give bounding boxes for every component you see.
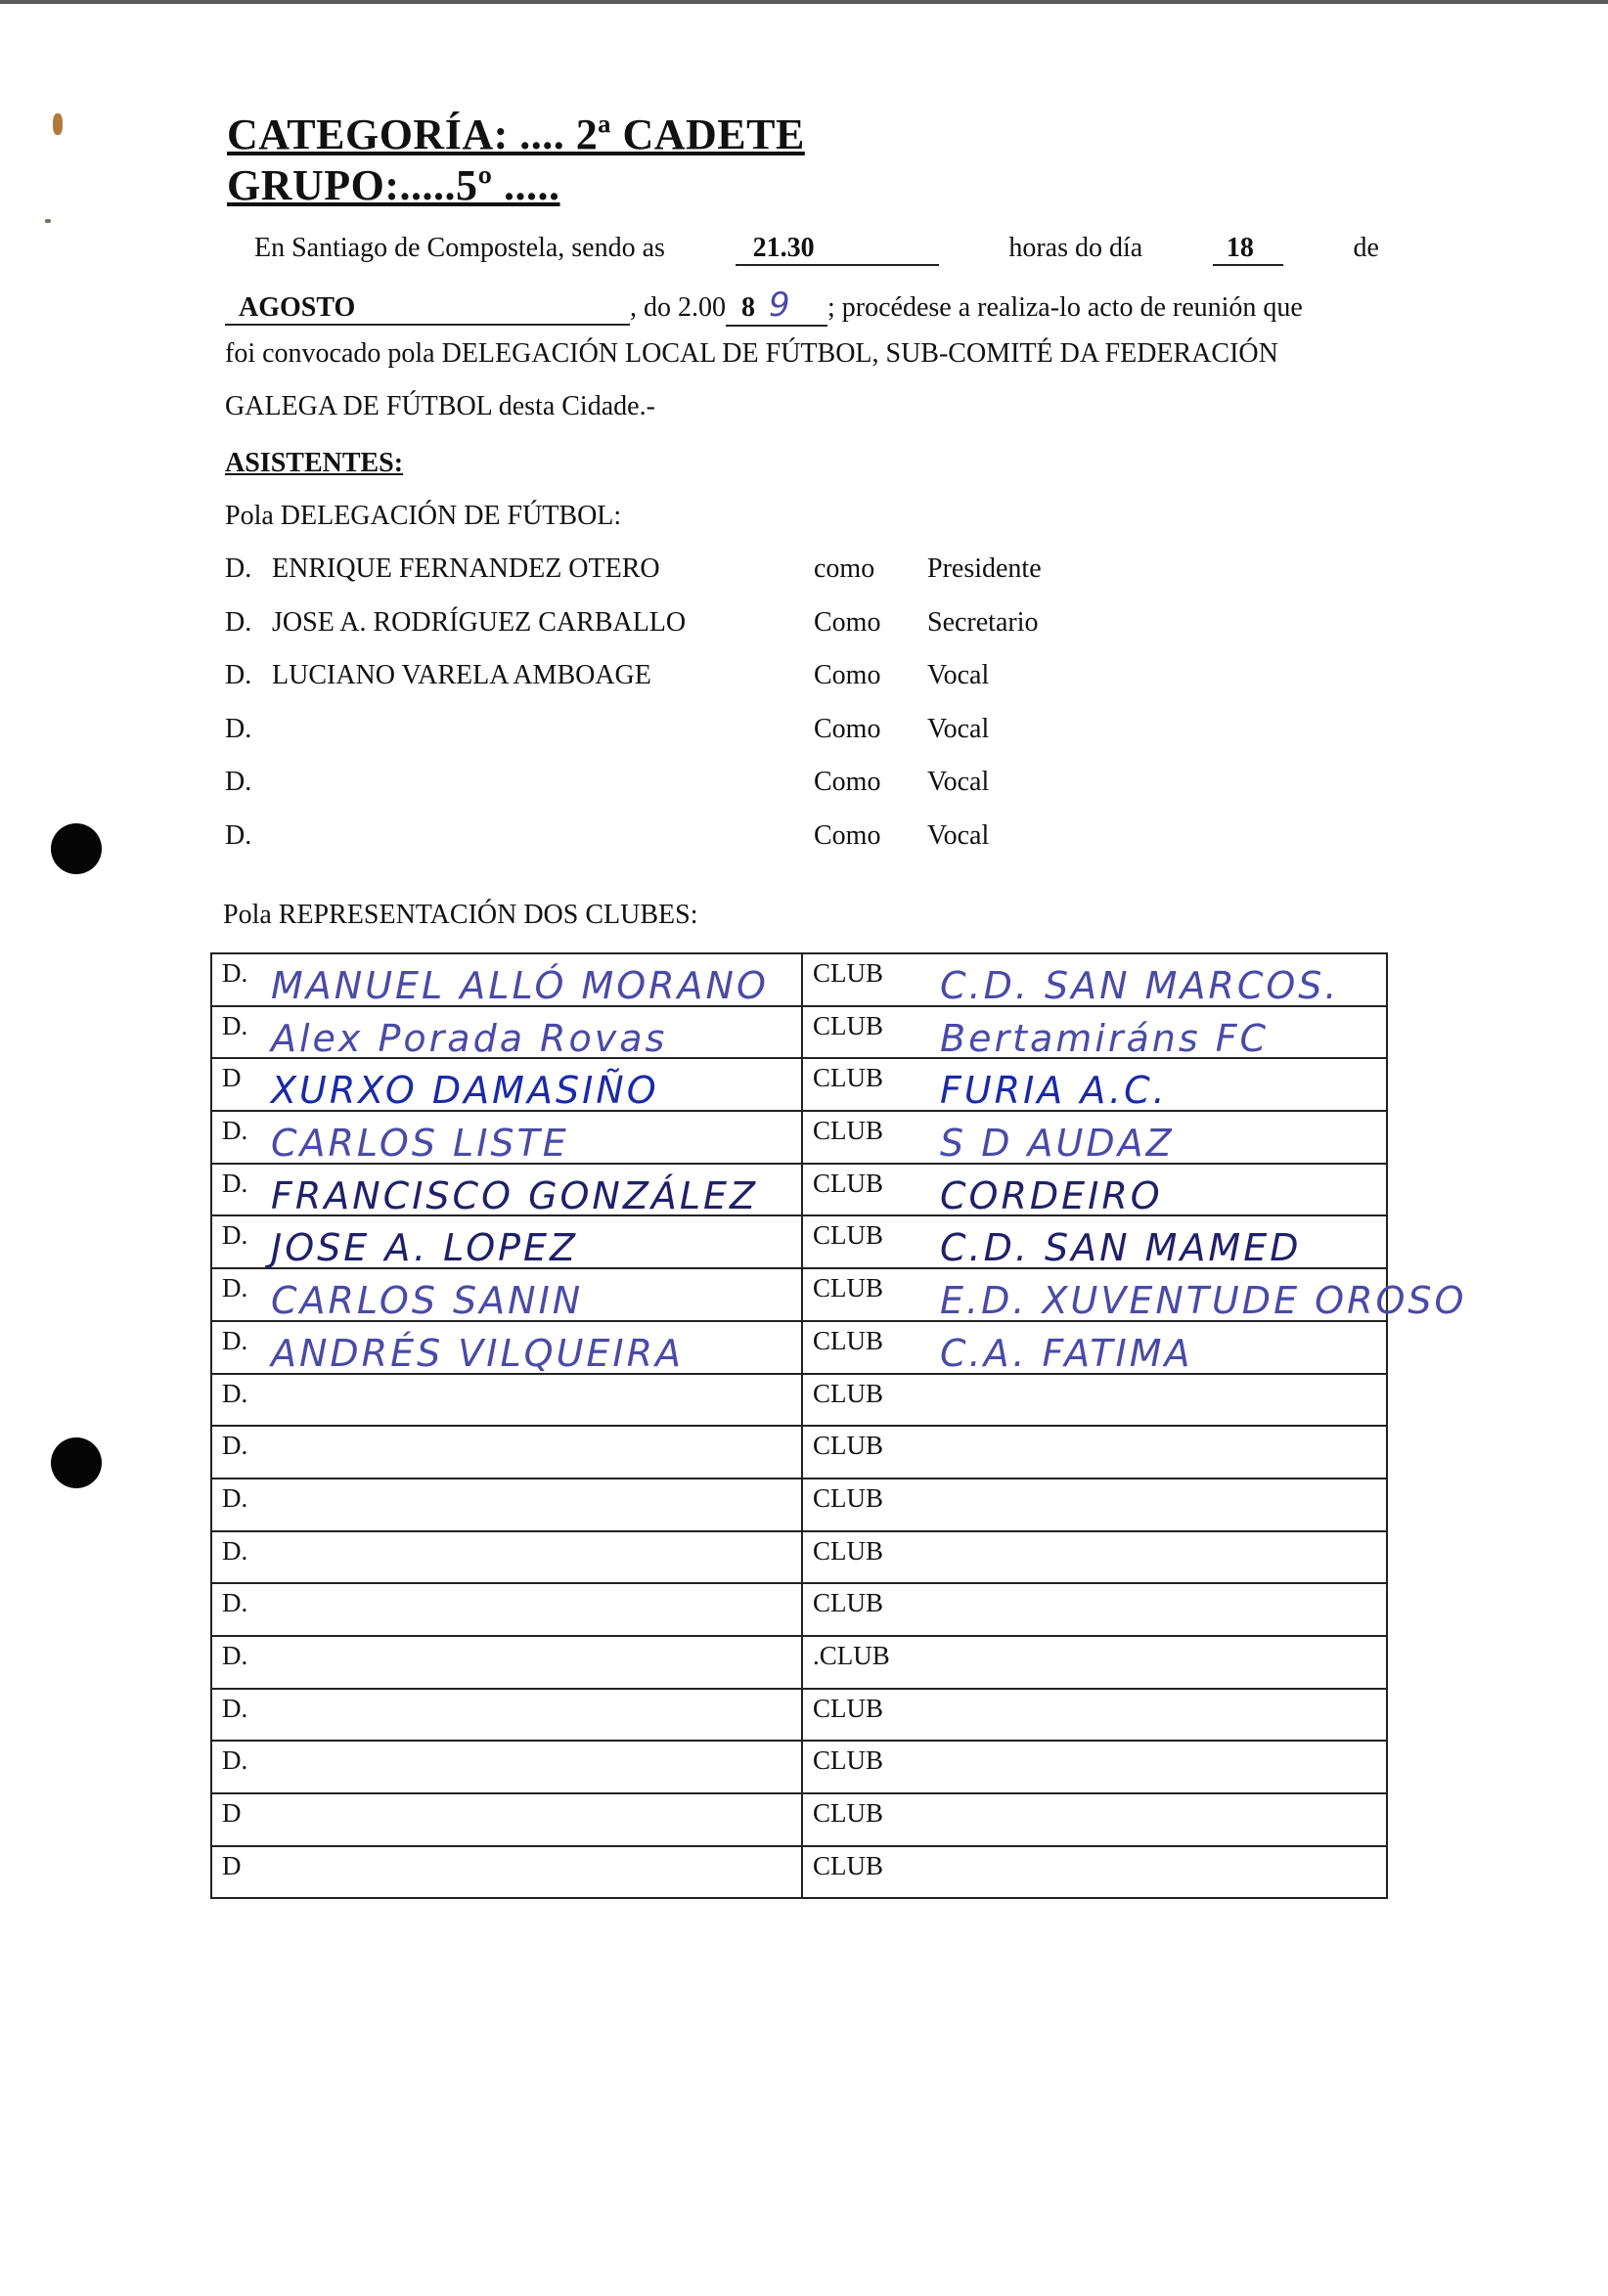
prefix-label: D. [222, 1482, 248, 1513]
club-name-handwritten: E.D. XUVENTUDE OROSO [940, 1279, 1467, 1323]
table-row [211, 1426, 1387, 1479]
table-row [211, 1374, 1387, 1427]
club-label: CLUB [813, 1273, 884, 1303]
paper-mark [53, 113, 63, 135]
club-cell [802, 1058, 1387, 1111]
prefix-label: D. [222, 1116, 248, 1146]
group-heading: GRUPO:.....5º ..... [227, 161, 560, 209]
person-cell [211, 1793, 802, 1846]
member-role: Presidente [927, 553, 1042, 584]
table-row [211, 953, 1387, 1006]
member-prefix: D. [225, 713, 252, 744]
intro-line-1 [254, 233, 1379, 266]
prefix-label: D. [222, 1325, 248, 1355]
club-cell [802, 1583, 1387, 1636]
member-role: Vocal [927, 713, 990, 744]
person-cell [211, 953, 802, 1006]
prefix-label: D [222, 1798, 242, 1828]
representative-signature: ANDRÉS VILQUEIRA [271, 1331, 685, 1375]
club-name-handwritten: FURIA A.C. [940, 1069, 1168, 1113]
person-cell [211, 1006, 802, 1059]
member-como: Como [814, 660, 881, 691]
member-como: Como [814, 820, 881, 851]
table-row [211, 1164, 1387, 1216]
asistentes-title: ASISTENTES: [225, 448, 404, 478]
club-label: CLUB [813, 1063, 884, 1093]
club-label: CLUB [813, 958, 884, 988]
table-row [211, 1689, 1387, 1742]
member-como: Como [814, 713, 881, 744]
delegacion-label: Pola DELEGACIÓN DE FÚTBOL: [225, 501, 622, 531]
table-row [211, 1006, 1387, 1059]
month-field: AGOSTO [225, 292, 630, 326]
person-cell [211, 1636, 802, 1689]
person-cell [211, 1479, 802, 1531]
member-name: ENRIQUE FERNANDEZ OTERO [272, 553, 660, 584]
member-como: Como [814, 767, 881, 798]
prefix-label: D. [222, 1535, 248, 1566]
person-cell [211, 1215, 802, 1268]
category-heading: CATEGORÍA: .... 2ª CADETE [227, 110, 805, 158]
person-cell [211, 1268, 802, 1321]
club-name-handwritten: CORDEIRO [940, 1173, 1163, 1217]
club-label: CLUB [813, 1325, 884, 1355]
club-name-handwritten: C.D. SAN MARCOS. [940, 964, 1340, 1007]
club-cell [802, 1636, 1387, 1689]
person-cell [211, 1741, 802, 1793]
club-label: CLUB [813, 1431, 884, 1461]
prefix-label: D. [222, 1640, 248, 1670]
prefix-label: D. [222, 1168, 248, 1198]
club-label: CLUB [813, 1745, 884, 1776]
year-field [726, 286, 827, 327]
table-row [211, 1111, 1387, 1164]
club-cell [802, 953, 1387, 1006]
year-handwritten-digit: 9 [769, 286, 790, 325]
club-label: CLUB [813, 1850, 884, 1880]
club-label: CLUB [813, 1693, 884, 1723]
table-row [211, 1058, 1387, 1111]
prefix-label: D [222, 1850, 242, 1880]
club-cell [802, 1374, 1387, 1427]
person-cell [211, 1374, 802, 1427]
prefix-label: D [222, 1063, 242, 1093]
person-cell [211, 1846, 802, 1899]
club-label: CLUB [813, 1535, 884, 1566]
intro-line-2 [225, 286, 1303, 327]
club-label: CLUB [813, 1378, 884, 1408]
prefix-label: D. [222, 1745, 248, 1776]
club-name-handwritten: C.D. SAN MAMED [940, 1226, 1302, 1270]
member-name: JOSE A. RODRÍGUEZ CARBALLO [272, 606, 687, 638]
member-role: Vocal [927, 820, 990, 851]
person-cell [211, 1531, 802, 1584]
club-name-handwritten: C.A. FATIMA [940, 1331, 1193, 1375]
club-cell [802, 1321, 1387, 1374]
person-cell [211, 1058, 802, 1111]
intro-text: En Santiago de Compostela, sendo as [254, 233, 665, 263]
club-name-handwritten: Bertamiráns FC [940, 1016, 1270, 1060]
representative-signature: Alex Porada Rovas [271, 1016, 668, 1060]
club-label: CLUB [813, 1798, 884, 1828]
club-label: .CLUB [813, 1640, 890, 1670]
intro-line-3: foi convocado pola DELEGACIÓN LOCAL DE FÚTBOL, SUB-COMITÉ DA FEDERACIÓN [225, 338, 1278, 369]
club-cell [802, 1006, 1387, 1059]
member-role: Vocal [927, 660, 990, 691]
club-label: CLUB [813, 1010, 884, 1040]
prefix-label: D. [222, 1220, 248, 1251]
day-field: 18 [1213, 233, 1283, 266]
table-row [211, 1846, 1387, 1899]
person-cell [211, 1689, 802, 1742]
prefix-label: D. [222, 958, 248, 988]
club-label: CLUB [813, 1220, 884, 1251]
club-label: CLUB [813, 1116, 884, 1146]
member-como: como [814, 553, 875, 584]
table-row [211, 1268, 1387, 1321]
club-cell [802, 1215, 1387, 1268]
prefix-label: D. [222, 1588, 248, 1618]
intro-text: ; procédese a realiza-lo acto de reunión que [827, 292, 1303, 323]
table-row [211, 1583, 1387, 1636]
member-como: Como [814, 606, 881, 638]
person-cell [211, 1426, 802, 1479]
representative-signature: FRANCISCO GONZÁLEZ [271, 1173, 759, 1217]
club-cell [802, 1426, 1387, 1479]
person-cell [211, 1164, 802, 1216]
table-row [211, 1531, 1387, 1584]
representative-signature: XURXO DAMASIÑO [271, 1069, 659, 1113]
table-row [211, 1321, 1387, 1374]
club-name-handwritten: S D AUDAZ [940, 1122, 1175, 1166]
year-printed-digit: 8 [741, 292, 755, 323]
table-row [211, 1215, 1387, 1268]
person-cell [211, 1583, 802, 1636]
representative-signature: JOSE A. LOPEZ [271, 1226, 579, 1270]
club-label: CLUB [813, 1482, 884, 1513]
member-prefix: D. [225, 767, 252, 798]
club-label: CLUB [813, 1168, 884, 1198]
intro-text: , do 2.00 [630, 292, 726, 323]
club-label: CLUB [813, 1588, 884, 1618]
punch-hole-top [51, 823, 102, 874]
club-cell [802, 1111, 1387, 1164]
clubes-label: Pola REPRESENTACIÓN DOS CLUBES: [223, 900, 698, 930]
club-cell [802, 1741, 1387, 1793]
intro-line-4: GALEGA DE FÚTBOL desta Cidade.- [225, 391, 655, 421]
club-cell [802, 1479, 1387, 1531]
prefix-label: D. [222, 1693, 248, 1723]
member-prefix: D. [225, 606, 252, 638]
representative-signature: MANUEL ALLÓ MORANO [271, 964, 769, 1007]
person-cell [211, 1321, 802, 1374]
prefix-label: D. [222, 1431, 248, 1461]
table-row [211, 1741, 1387, 1793]
prefix-label: D. [222, 1273, 248, 1303]
representative-signature: CARLOS SANIN [271, 1279, 584, 1323]
clubs-table [210, 952, 1467, 1899]
time-field: 21.30 [736, 233, 939, 266]
prefix-label: D. [222, 1010, 248, 1040]
table-row [211, 1479, 1387, 1531]
representative-signature: CARLOS LISTE [271, 1122, 569, 1166]
intro-text: de [1353, 233, 1379, 263]
member-prefix: D. [225, 553, 252, 584]
intro-text: horas do día [1008, 233, 1143, 263]
club-cell [802, 1846, 1387, 1899]
table-row [211, 1636, 1387, 1689]
club-cell [802, 1689, 1387, 1742]
prefix-label: D. [222, 1378, 248, 1408]
paper-mark [45, 219, 51, 223]
club-cell [802, 1268, 1467, 1323]
member-role: Secretario [927, 606, 1039, 638]
member-name: LUCIANO VARELA AMBOAGE [272, 660, 651, 691]
member-prefix: D. [225, 660, 252, 691]
club-cell [802, 1164, 1387, 1216]
punch-hole-bottom [51, 1437, 102, 1488]
member-role: Vocal [927, 767, 990, 798]
table-row [211, 1793, 1387, 1846]
club-cell [802, 1531, 1387, 1584]
page-top-edge [0, 0, 1608, 4]
person-cell [211, 1111, 802, 1164]
club-cell [802, 1793, 1387, 1846]
member-prefix: D. [225, 820, 252, 851]
